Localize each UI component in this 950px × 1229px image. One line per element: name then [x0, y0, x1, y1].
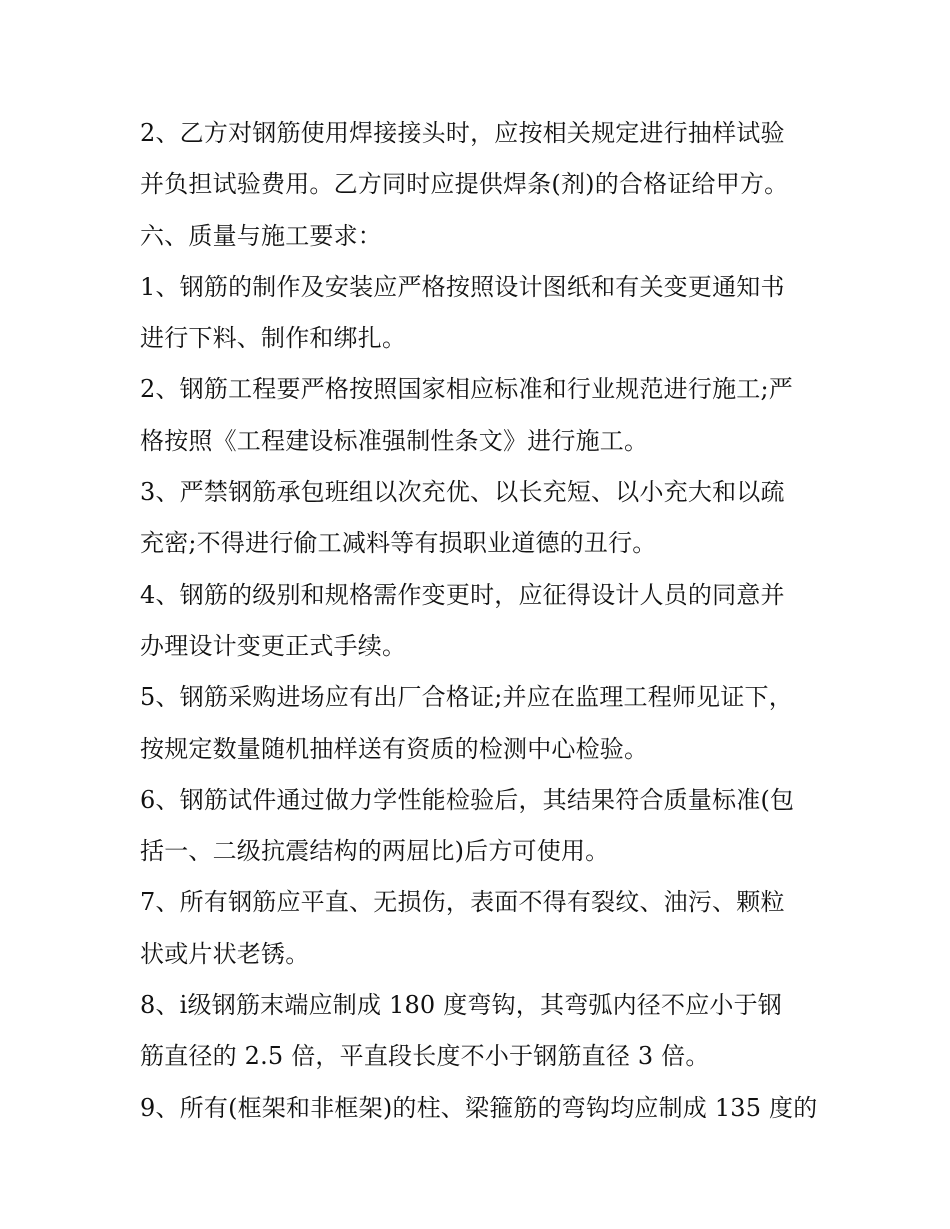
text-line: 8、ⅰ级钢筋末端应制成 180 度弯钩，其弯弧内径不应小于钢: [140, 991, 783, 1020]
text-line: 3、严禁钢筋承包班组以次充优、以长充短、以小充大和以疏: [140, 478, 785, 507]
text-line: 格按照《工程建设标准强制性条文》进行施工。: [140, 426, 649, 455]
document-body: [140, 108, 820, 1134]
text-line: 按规定数量随机抽样送有资质的检测中心检验。: [140, 734, 649, 763]
text-line: 状或片状老锈。: [140, 939, 310, 968]
section-heading: 六、质量与施工要求：: [140, 221, 382, 250]
text-line: 5、钢筋采购进场应有出厂合格证;并应在监理工程师见证下，: [140, 683, 793, 712]
text-line: 并负担试验费用。乙方同时应提供焊条(剂)的合格证给甲方。: [140, 170, 789, 199]
text-line: 4、钢筋的级别和规格需作变更时，应征得设计人员的同意并: [140, 580, 785, 609]
text-line: 6、钢筋试件通过做力学性能检验后，其结果符合质量标准(包: [140, 785, 795, 814]
text-line: 充密;不得进行偷工减料等有损职业道德的丑行。: [140, 529, 657, 558]
text-line: 7、所有钢筋应平直、无损伤，表面不得有裂纹、油污、颗粒: [140, 888, 785, 917]
text-line: 进行下料、制作和绑扎。: [140, 324, 407, 353]
text-line: 2、钢筋工程要严格按照国家相应标准和行业规范进行施工;严: [140, 375, 793, 404]
text-line: 办理设计变更正式手续。: [140, 631, 407, 660]
text-line: 2、乙方对钢筋使用焊接接头时，应按相关规定进行抽样试验: [140, 119, 785, 147]
text-line: 筋直径的 2.5 倍，平直段长度不小于钢筋直径 3 倍。: [140, 1042, 710, 1071]
text-line: 1、钢筋的制作及安装应严格按照设计图纸和有关变更通知书: [140, 272, 785, 301]
text-line: 9、所有(框架和非框架)的柱、梁箍筋的弯钩均应制成 135 度的: [140, 1093, 818, 1122]
text-line: 括一、二级抗震结构的两屈比)后方可使用。: [140, 837, 610, 866]
